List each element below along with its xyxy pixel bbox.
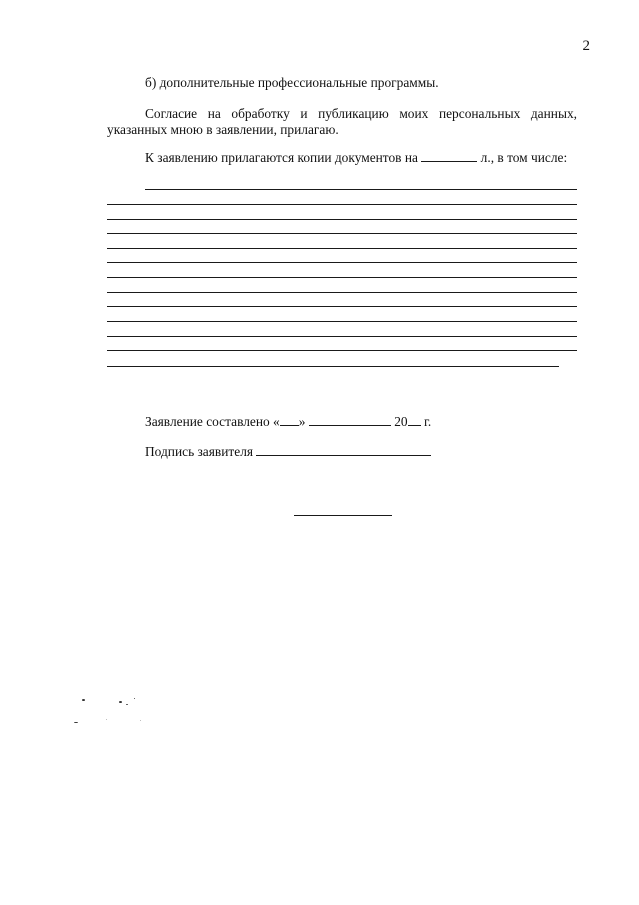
document-line[interactable] [107,204,577,205]
document-line[interactable] [107,321,577,322]
document-line[interactable] [107,350,577,351]
year-blank[interactable] [408,413,421,426]
document-line[interactable] [107,306,577,307]
scan-speck [106,719,107,720]
consent-paragraph: Согласие на обработку и публикацию моих персональных данных, указанных мною в заявлении, прилагаю. [107,106,577,137]
page-number: 2 [582,38,590,54]
document-line[interactable] [107,366,559,367]
scan-speck [126,704,128,705]
document-line[interactable] [145,189,577,190]
document-line[interactable] [107,292,577,293]
year-suffix: г. [423,414,432,429]
signature-blank[interactable] [256,443,431,456]
day-blank[interactable] [280,413,299,426]
document-line[interactable] [107,262,577,263]
year-prefix: 20 [394,414,408,429]
document-line[interactable] [107,233,577,234]
pages-count-blank[interactable] [421,149,477,162]
document-line[interactable] [107,248,577,249]
month-blank[interactable] [309,413,391,426]
scan-speck [119,701,122,703]
date-label: Заявление составлено « [145,414,280,429]
scan-speck [82,699,85,701]
document-line[interactable] [107,336,577,337]
signature-label: Подпись заявителя [145,444,254,459]
date-line [145,413,431,430]
item-b-text: б) дополнительные профессиональные программы. [145,75,439,90]
scan-speck [140,720,141,721]
date-quote-close: » [298,414,306,429]
document-line[interactable] [107,219,577,220]
attachments-line [145,149,567,166]
end-separator [294,515,392,516]
scan-speck [74,722,78,723]
signature-line [145,443,431,460]
document-line[interactable] [107,277,577,278]
scan-speck [134,698,135,699]
attachments-suffix: л., в том числе: [480,150,568,165]
attachments-label: К заявлению прилагаются копии документов на [145,150,418,165]
